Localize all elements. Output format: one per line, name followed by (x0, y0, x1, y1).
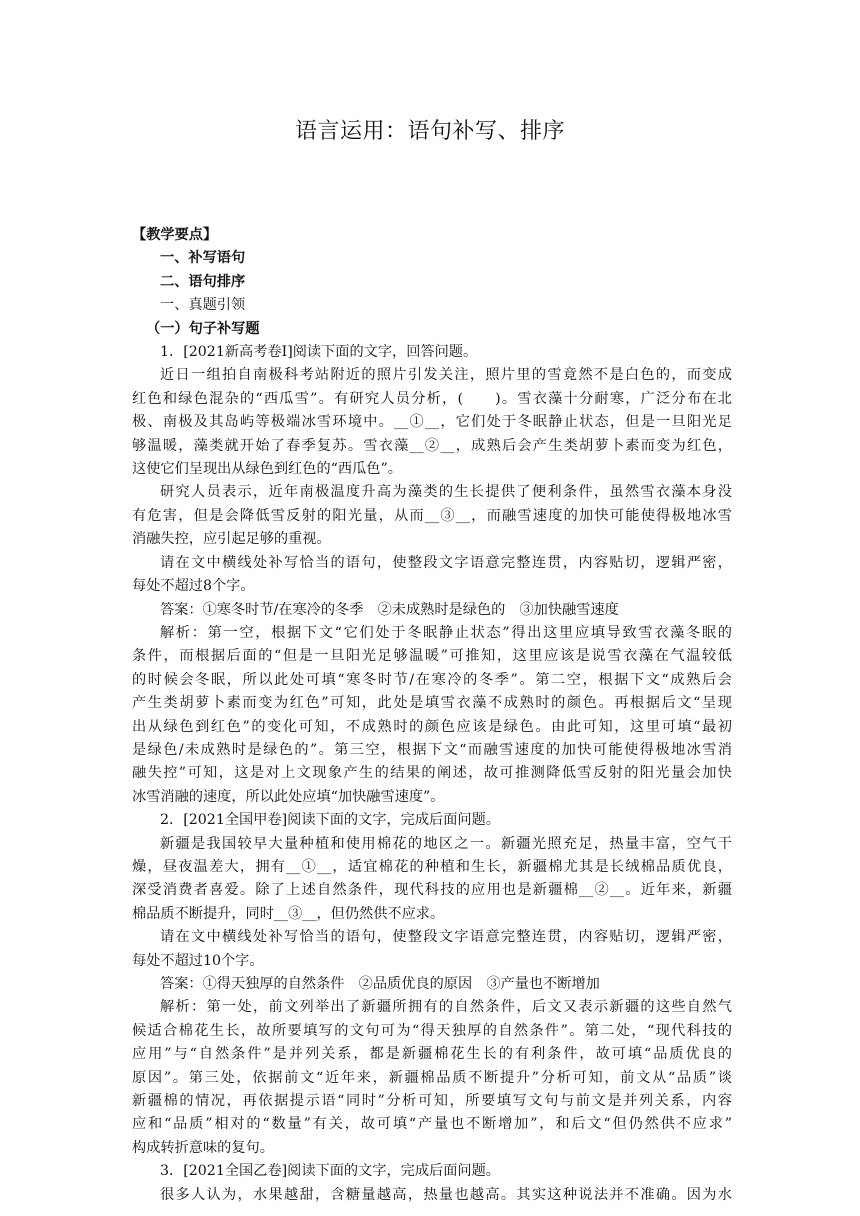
paragraph-line: 棉品质不断提升，同时__③__，但仍然供不应求。 (132, 905, 445, 922)
question-instruction: 请在文中横线处补写恰当的语句，使整段文字语意完整连贯，内容贴切，逻辑严密， (160, 929, 732, 946)
question-1-stem: 1．[2021新高考卷Ⅰ]阅读下面的文字，回答问题。 (160, 344, 478, 361)
analysis-line: 应用”与“自然条件”是并列关系，都是新疆棉花生长的有利条件，故可填“品质优良的 (132, 1046, 732, 1063)
analysis-line: 融失控”可知，这是对上文现象产生的结果的阐述，故可推测降低雪反射的阳光量会加快 (132, 765, 732, 782)
analysis-line: 是绿色/未成熟时是绿色的”。第三空，根据下文“而融雪速度的加快可能使得极地冰雪消 (132, 741, 732, 758)
paragraph-line: 够温暖，藻类就开始了春季复苏。雪衣藻__②__，成熟后会产生类胡萝卜素而变为红色， (132, 437, 732, 454)
paragraph-line: 燥，昼夜温差大，拥有__①__，适宜棉花的种植和生长，新疆棉尤其是长绒棉品质优良， (132, 858, 732, 875)
analysis-line: 新疆棉的情况，再依据提示语“同时”分析可知，所要填写文句与前文是并列关系，内容 (132, 1093, 732, 1110)
section-heading-real-questions: 一、真题引领 (160, 297, 246, 314)
answer-line: 答案：①得天独厚的自然条件 ②品质优良的原因 ③产量也不断增加 (160, 976, 600, 992)
answer-line: 答案：①寒冬时节/在寒冷的冬季 ②未成熟时是绿色的 ③加快融雪速度 (160, 601, 619, 618)
subsection-heading-sentence-completion: （一）句子补写题 (146, 320, 260, 337)
analysis-line: 应和“品质”相对的“数量”有关，故可填“产量也不断增加”，和后文“但仍然供不应求” (132, 1116, 732, 1133)
outline-item-sentence-ordering: 二、语句排序 (160, 273, 246, 290)
paragraph-line: 新疆是我国较早大量种植和使用棉花的地区之一。新疆光照充足，热量丰富，空气干 (160, 835, 732, 852)
paragraph-line: 深受消费者喜爱。除了上述自然条件，现代科技的应用也是新疆棉__②__。近年来，新疆 (132, 882, 732, 899)
question-instruction: 请在文中横线处补写恰当的语句，使整段文字语意完整连贯，内容贴切，逻辑严密， (160, 554, 732, 571)
paragraph-line: 有危害，但是会降低雪反射的阳光量，从而__③__，而融雪速度的加快可能使得极地冰雪 (132, 507, 732, 524)
document-title: 语言运用：语句补写、排序 (294, 119, 565, 144)
question-instruction: 每处不超过10个字。 (132, 952, 264, 969)
paragraph-line: 这使它们呈现出从绿色到红色的“西瓜色”。 (132, 461, 402, 478)
outline-item-sentence-completion: 一、补写语句 (160, 250, 246, 267)
analysis-line: 原因”。第三处，依据前文“近年来，新疆棉品质不断提升”分析可知，前文从“品质”谈 (132, 1069, 732, 1086)
question-instruction: 每处不超过8个字。 (132, 578, 255, 595)
paragraph-line: 近日一组拍自南极科考站附近的照片引发关注，照片里的雪竟然不是白色的，而变成 (160, 367, 732, 384)
paragraph-line: 研究人员表示，近年南极温度升高为藻类的生长提供了便利条件，虽然雪衣藻本身没 (160, 484, 732, 501)
paragraph-line: 红色和绿色混杂的“西瓜雪”。有研究人员分析，( )。雪衣藻十分耐寒，广泛分布在北 (132, 390, 732, 407)
paragraph-line: 消融失控，应引起足够的重视。 (132, 531, 331, 548)
paragraph-line: 很多人认为，水果越甜，含糖量越高，热量也越高。其实这种说法并不准确。因为水 (160, 1186, 732, 1203)
analysis-line: 冰雪消融的速度，所以此处应填“加快融雪速度”。 (132, 788, 445, 805)
analysis-line: 候适合棉花生长，故所要填写的文句可为“得天独厚的自然条件”。第二处，“现代科技的 (132, 1022, 732, 1039)
section-heading-teaching-points: 【教学要点】 (132, 227, 218, 243)
question-2-stem: 2．[2021全国甲卷]阅读下面的文字，完成后面问题。 (160, 812, 500, 829)
analysis-line: 产生类胡萝卜素而变为红色”可知，此处是填雪衣藻不成熟时的颜色。再根据后文“呈现 (132, 695, 732, 712)
document-body (132, 224, 732, 1207)
analysis-line: 出从绿色到红色”的变化可知，不成熟时的颜色应该是绿色。由此可知，这里可填“最初 (132, 718, 732, 735)
paragraph-line: 极、南极及其岛屿等极端冰雪环境中。__①__，它们处于冬眠静止状态，但是一旦阳光足 (132, 414, 732, 431)
question-3-stem: 3．[2021全国乙卷]阅读下面的文字，完成后面问题。 (160, 1163, 500, 1180)
analysis-line: 构成转折意味的复句。 (132, 1139, 274, 1156)
analysis-line: 条件，而根据后面的“但是一旦阳光足够温暖”可推知，这里应该是说雪衣藻在气温较低 (132, 648, 732, 665)
analysis-line: 的时候会冬眠，所以此处可填“寒冬时节/在寒冷的冬季”。第二空，根据下文“成熟后会 (132, 671, 732, 688)
analysis-line: 解析：第一空，根据下文“它们处于冬眠静止状态”得出这里应填导致雪衣藻冬眠的 (160, 624, 732, 641)
analysis-line: 解析：第一处，前文列举出了新疆所拥有的自然条件，后文又表示新疆的这些自然气 (160, 999, 732, 1016)
